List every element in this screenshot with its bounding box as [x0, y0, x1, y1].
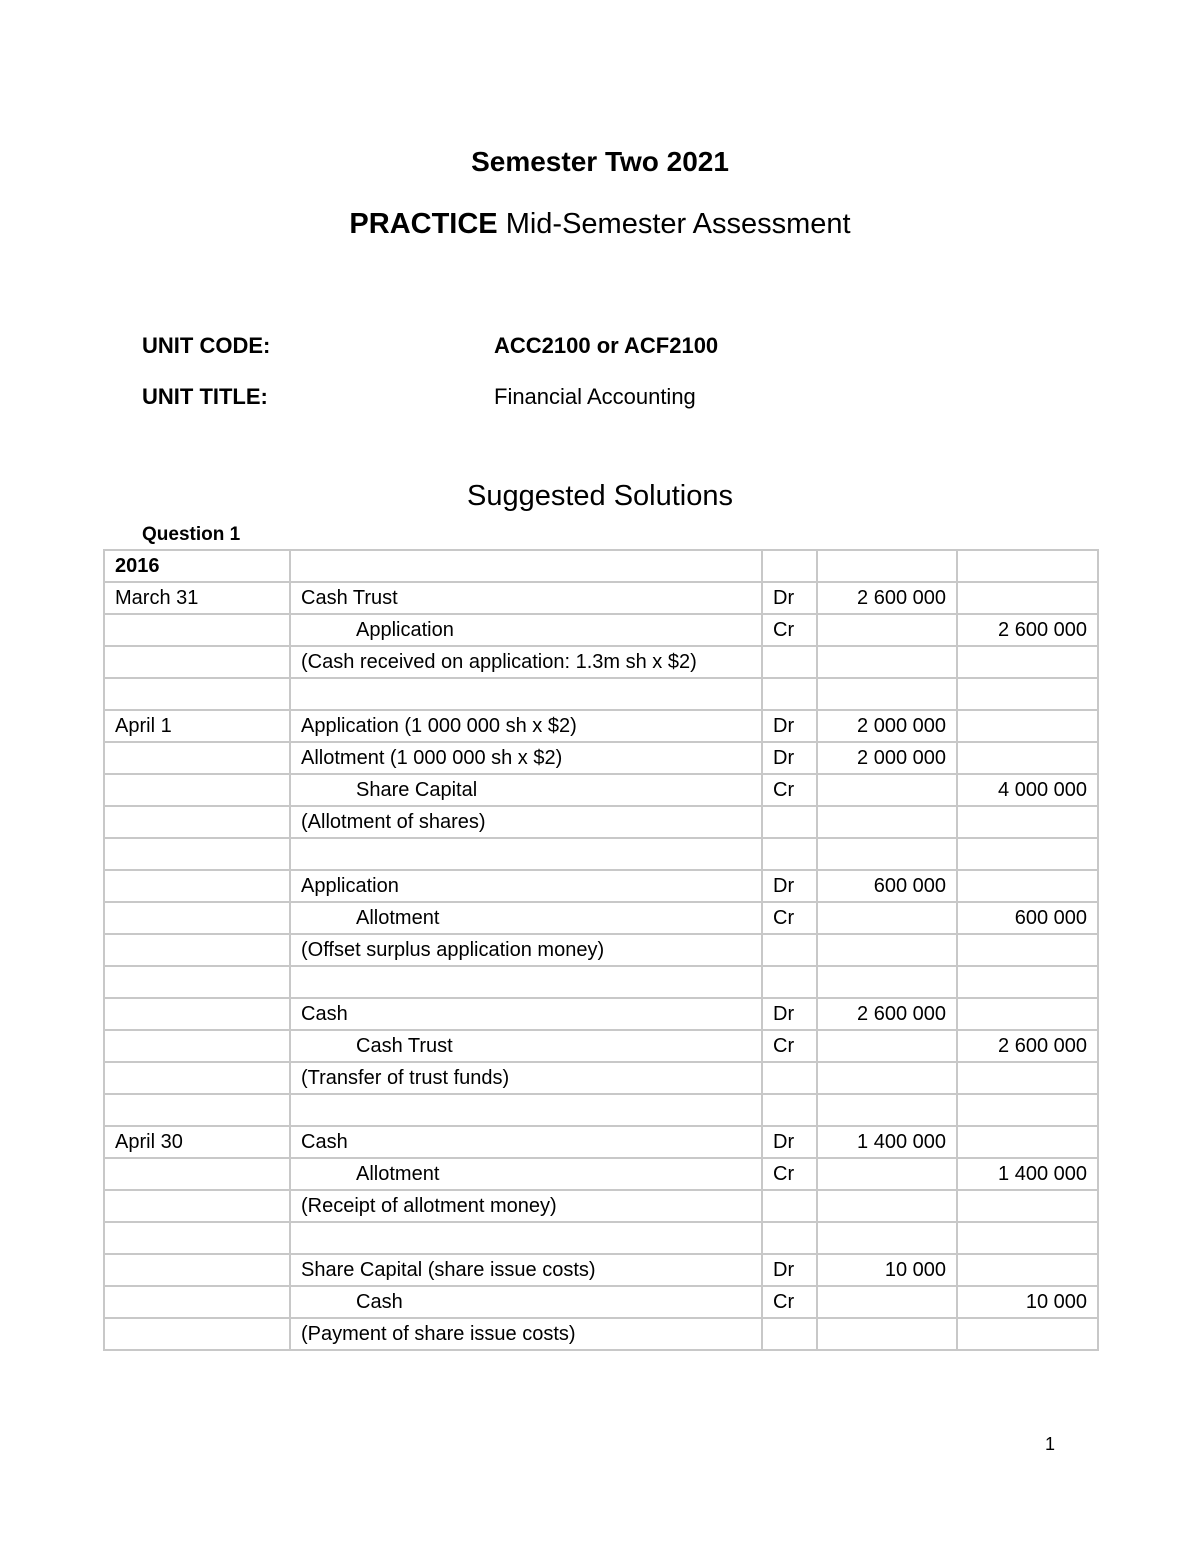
date-cell [104, 966, 290, 998]
credit-cell: 10 000 [957, 1286, 1098, 1318]
credit-cell [957, 1318, 1098, 1350]
drcr-cell [762, 966, 817, 998]
drcr-cell [762, 838, 817, 870]
table-row [104, 710, 1098, 742]
account-cell: Cash [290, 1286, 762, 1318]
debit-cell [817, 1158, 957, 1190]
date-cell: 2016 [104, 550, 290, 582]
date-cell [104, 1158, 290, 1190]
date-cell [104, 902, 290, 934]
debit-cell [817, 1062, 957, 1094]
account-cell: Application (1 000 000 sh x $2) [290, 710, 762, 742]
debit-cell: 600 000 [817, 870, 957, 902]
debit-cell: 2 600 000 [817, 582, 957, 614]
drcr-cell: Dr [762, 870, 817, 902]
debit-cell [817, 934, 957, 966]
debit-cell [817, 1286, 957, 1318]
account-cell: Cash Trust [290, 1030, 762, 1062]
drcr-cell: Dr [762, 710, 817, 742]
table-row [104, 1286, 1098, 1318]
table-row [104, 1158, 1098, 1190]
date-cell [104, 742, 290, 774]
credit-cell [957, 678, 1098, 710]
date-cell: April 30 [104, 1126, 290, 1158]
date-cell [104, 1030, 290, 1062]
journal-table [103, 549, 1099, 1351]
table-row [104, 774, 1098, 806]
account-cell: Cash Trust [290, 582, 762, 614]
debit-cell [817, 774, 957, 806]
date-cell [104, 870, 290, 902]
account-cell: (Offset surplus application money) [290, 934, 762, 966]
table-row [104, 742, 1098, 774]
account-cell: (Allotment of shares) [290, 806, 762, 838]
drcr-cell: Cr [762, 1158, 817, 1190]
debit-cell [817, 1030, 957, 1062]
date-cell [104, 1286, 290, 1318]
drcr-cell [762, 1062, 817, 1094]
debit-cell [817, 1094, 957, 1126]
credit-cell [957, 582, 1098, 614]
document-title: Semester Two 2021 [471, 146, 729, 177]
credit-cell [957, 1222, 1098, 1254]
table-row [104, 1126, 1098, 1158]
credit-cell [957, 838, 1098, 870]
drcr-cell: Dr [762, 1254, 817, 1286]
date-cell [104, 838, 290, 870]
page-number: 1 [1045, 1434, 1056, 1454]
drcr-cell: Dr [762, 582, 817, 614]
debit-cell: 2 000 000 [817, 710, 957, 742]
unit-title-value: Financial Accounting [494, 384, 696, 409]
debit-cell [817, 806, 957, 838]
debit-cell [817, 1318, 957, 1350]
credit-cell [957, 806, 1098, 838]
date-cell [104, 774, 290, 806]
debit-cell [817, 678, 957, 710]
credit-cell [957, 1126, 1098, 1158]
table-row [104, 550, 1098, 582]
account-cell: Application [290, 614, 762, 646]
drcr-cell [762, 1094, 817, 1126]
credit-cell [957, 742, 1098, 774]
account-cell: Application [290, 870, 762, 902]
credit-cell [957, 966, 1098, 998]
account-cell [290, 838, 762, 870]
credit-cell: 2 600 000 [957, 614, 1098, 646]
account-cell: Cash [290, 1126, 762, 1158]
credit-cell [957, 550, 1098, 582]
credit-cell [957, 1190, 1098, 1222]
date-cell [104, 678, 290, 710]
drcr-cell [762, 1318, 817, 1350]
drcr-cell: Cr [762, 1286, 817, 1318]
credit-cell: 2 600 000 [957, 1030, 1098, 1062]
credit-cell: 1 400 000 [957, 1158, 1098, 1190]
account-cell [290, 1094, 762, 1126]
debit-cell: 10 000 [817, 1254, 957, 1286]
table-row [104, 582, 1098, 614]
unit-code-value: ACC2100 or ACF2100 [494, 333, 719, 358]
account-cell: (Payment of share issue costs) [290, 1318, 762, 1350]
account-cell: Cash [290, 998, 762, 1030]
drcr-cell: Cr [762, 774, 817, 806]
debit-cell [817, 838, 957, 870]
date-cell [104, 806, 290, 838]
date-cell: March 31 [104, 582, 290, 614]
debit-cell [817, 902, 957, 934]
question-label: Question 1 [142, 524, 241, 545]
subtitle-emphasis: PRACTICE [349, 208, 498, 240]
drcr-cell [762, 1190, 817, 1222]
date-cell [104, 1062, 290, 1094]
drcr-cell [762, 934, 817, 966]
drcr-cell: Cr [762, 614, 817, 646]
date-cell [104, 998, 290, 1030]
table-row [104, 646, 1098, 678]
debit-cell: 1 400 000 [817, 1126, 957, 1158]
credit-cell [957, 1254, 1098, 1286]
table-row [104, 1222, 1098, 1254]
table-row [104, 998, 1098, 1030]
table-row [104, 838, 1098, 870]
drcr-cell: Dr [762, 742, 817, 774]
debit-cell [817, 550, 957, 582]
table-row [104, 1190, 1098, 1222]
drcr-cell [762, 678, 817, 710]
account-cell [290, 678, 762, 710]
credit-cell: 4 000 000 [957, 774, 1098, 806]
account-cell: (Receipt of allotment money) [290, 1190, 762, 1222]
credit-cell: 600 000 [957, 902, 1098, 934]
debit-cell [817, 1190, 957, 1222]
drcr-cell [762, 806, 817, 838]
subtitle-text: Mid-Semester Assessment [497, 208, 851, 240]
drcr-cell: Cr [762, 902, 817, 934]
account-cell: Allotment [290, 1158, 762, 1190]
account-cell [290, 550, 762, 582]
table-row [104, 902, 1098, 934]
table-row [104, 934, 1098, 966]
account-cell: Allotment [290, 902, 762, 934]
unit-code-label: UNIT CODE: [142, 333, 271, 358]
credit-cell [957, 934, 1098, 966]
debit-cell [817, 1222, 957, 1254]
drcr-cell [762, 1222, 817, 1254]
credit-cell [957, 870, 1098, 902]
date-cell [104, 934, 290, 966]
drcr-cell: Dr [762, 998, 817, 1030]
credit-cell [957, 646, 1098, 678]
drcr-cell: Dr [762, 1126, 817, 1158]
credit-cell [957, 1062, 1098, 1094]
credit-cell [957, 710, 1098, 742]
table-row [104, 870, 1098, 902]
credit-cell [957, 998, 1098, 1030]
debit-cell [817, 614, 957, 646]
account-cell: Allotment (1 000 000 sh x $2) [290, 742, 762, 774]
table-row [104, 1318, 1098, 1350]
account-cell [290, 1222, 762, 1254]
account-cell: Share Capital [290, 774, 762, 806]
table-row [104, 1062, 1098, 1094]
table-row [104, 614, 1098, 646]
drcr-cell [762, 646, 817, 678]
date-cell [104, 1094, 290, 1126]
account-cell [290, 966, 762, 998]
table-row [104, 1094, 1098, 1126]
table-row [104, 806, 1098, 838]
date-cell [104, 614, 290, 646]
drcr-cell: Cr [762, 1030, 817, 1062]
drcr-cell [762, 550, 817, 582]
date-cell [104, 1318, 290, 1350]
date-cell [104, 1222, 290, 1254]
date-cell [104, 646, 290, 678]
credit-cell [957, 1094, 1098, 1126]
debit-cell: 2 000 000 [817, 742, 957, 774]
date-cell [104, 1190, 290, 1222]
journal-body [104, 550, 1098, 1350]
debit-cell [817, 966, 957, 998]
date-cell: April 1 [104, 710, 290, 742]
debit-cell [817, 646, 957, 678]
table-row [104, 1030, 1098, 1062]
account-cell: (Cash received on application: 1.3m sh x $2) [290, 646, 762, 678]
table-row [104, 1254, 1098, 1286]
account-cell: Share Capital (share issue costs) [290, 1254, 762, 1286]
table-row [104, 966, 1098, 998]
account-cell: (Transfer of trust funds) [290, 1062, 762, 1094]
table-row [104, 678, 1098, 710]
debit-cell: 2 600 000 [817, 998, 957, 1030]
document-subtitle [0, 208, 1200, 241]
unit-title-label: UNIT TITLE: [142, 384, 268, 409]
date-cell [104, 1254, 290, 1286]
section-title: Suggested Solutions [466, 480, 734, 512]
